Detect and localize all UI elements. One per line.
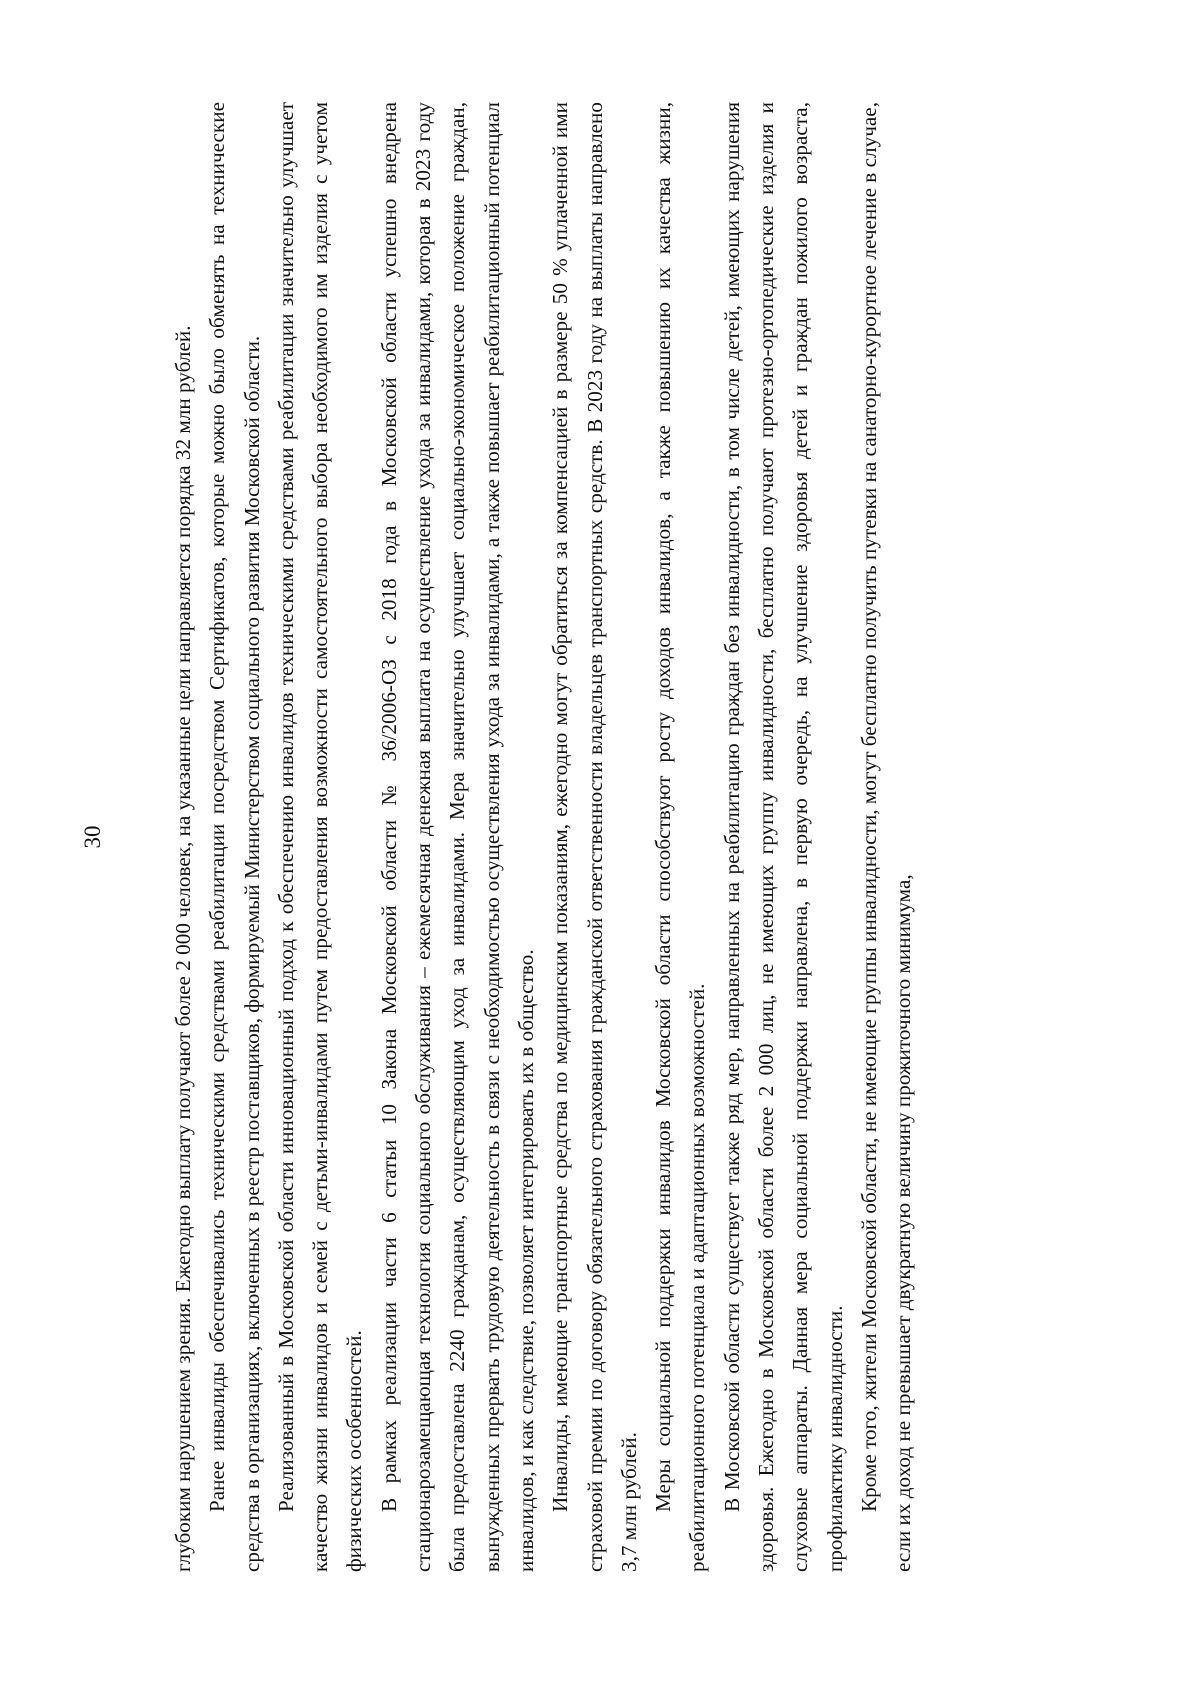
- paragraph: Кроме того, жители Московской области, не имеющие группы инвалидности, могут бесплатно получить путевки на санаторно-курортное лечение в случае, если их доход не превышает двукратную величину прожиточного минимума,: [856, 102, 916, 1572]
- rotated-page: [80, 102, 1056, 1572]
- paragraph: Реализованный в Московской области инновационный подход к обеспечению инвалидов техническими средствами реабилитации значительно улучшает качество жизни инвалидов и семей с детьми-инвалидами путем предоставления возможности самостоятельного выбора необходимого им изделия с учетом физических особенностей.: [273, 102, 367, 1572]
- paragraph: В рамках реализации части 6 статьи 10 Закона Московской области № 36/2006-ОЗ с 2018 года в Московской области успешно внедрена стационарозамещающая технология социального обслуживания – ежемесячная денежная выплата на осуществление ухода за инвалидами, которая в 2023 году была предоставлена 2240 гражданам, осуществляющим уход за инвалидами. Мера значительно улучшает социально-экономическое положение граждан, вынужденных прервать трудовую деятельность в связи с необходимостью осуществления ухода за инвалидами, а также повышает реабилитационный потенциал инвалидов, и как следствие, позволяет интегрировать их в общество.: [376, 102, 538, 1572]
- page-number: 30: [80, 825, 105, 849]
- paragraph: глубоким нарушением зрения. Ежегодно выплату получают более 2 000 человек, на указанные цели направляется порядка 32 млн рублей.: [171, 325, 195, 1572]
- paragraph: Меры социальной поддержки инвалидов Московской области способствуют росту доходов инвалидов, а также повышению их качества жизни, реабилитационного потенциала и адаптационных возможностей.: [651, 102, 710, 1572]
- paragraph: Инвалиды, имеющие транспортные средства по медицинским показаниям, ежегодно могут обратиться за компенсацией в размере 50 % уплаченной ими страховой премии по договору обязательного страхования гражданской ответственности владельцев транспортных средств. В 2023 году на выплаты направлено 3,7 млн рублей.: [548, 102, 641, 1572]
- body-text: [166, 102, 921, 1572]
- paragraph: Ранее инвалиды обеспечивались техническими средствами реабилитации посредством Сертификатов, которые можно было обменять на технические средства в организациях, включенных в реестр поставщиков, формируемый Министерством социального развития Московской области.: [205, 102, 264, 1572]
- paragraph: В Московской области существует также ряд мер, направленных на реабилитацию граждан без инвалидности, в том числе детей, имеющих нарушения здоровья. Ежегодно в Московской области более 2 000 лиц, не имеющих группу инвалидности, бесплатно получают протезно-ортопедические изделия и слуховые аппараты. Данная мера социальной поддержки направлена, в первую очередь, на улучшение здоровья детей и граждан пожилого возраста, профилактику инвалидности.: [719, 102, 847, 1572]
